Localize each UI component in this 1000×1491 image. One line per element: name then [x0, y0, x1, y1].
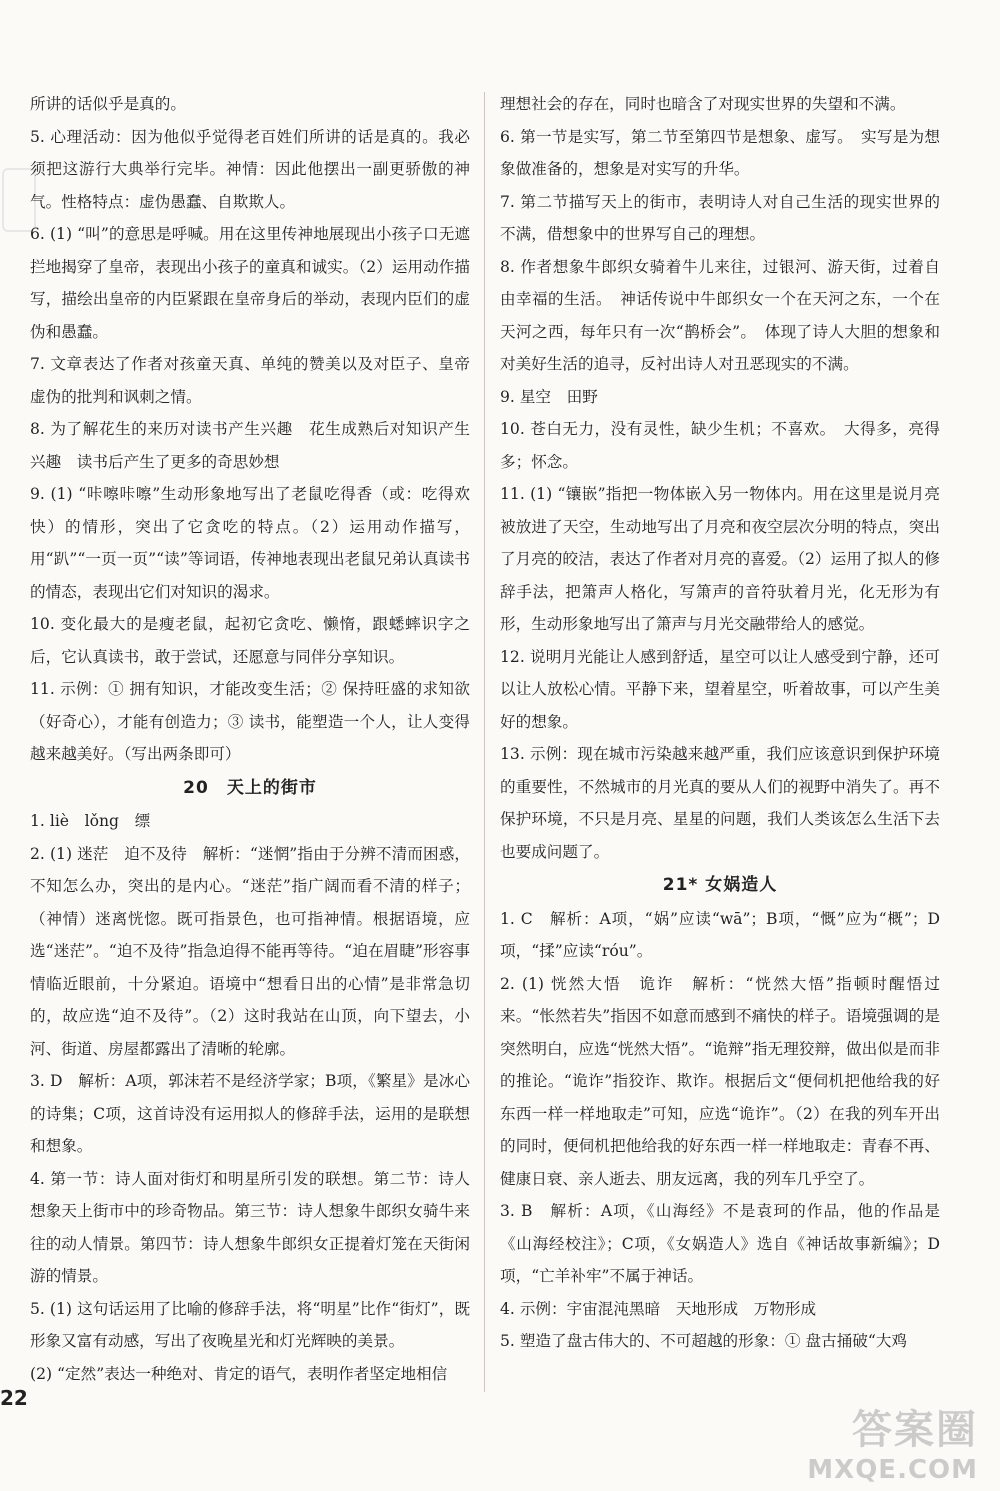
- page-number: 22: [0, 1386, 28, 1410]
- answer-paragraph: 11. 示例：① 拥有知识，才能改变生活；② 保持旺盛的求知欲（好奇心），才能有创造力；③ 读书，能塑造一个人，让人变得越来越美好。（写出两条即可）: [30, 680, 470, 763]
- answer-paragraph: 理想社会的存在，同时也暗含了对现实世界的失望和不满。: [500, 95, 906, 113]
- right-column: [500, 88, 940, 1358]
- answer-paragraph: 9. 星空 田野: [500, 387, 598, 406]
- watermark-logo: [807, 1398, 978, 1485]
- answer-paragraph: 5. (1) 这句话运用了比喻的修辞手法，将“明星”比作“街灯”，既形象又富有动感，写出了夜晚星光和灯光辉映的美景。: [30, 1299, 470, 1350]
- section-title: 21* 女娲造人: [662, 875, 778, 895]
- answer-paragraph: 9. (1) “咔嚓咔嚓”生动形象地写出了老鼠吃得香（或：吃得欢快）的情形，突出了它贪吃的特点。（2）运用动作描写，用“趴”“一页一页”“读”等词语，传神地表现出老鼠兄弟认真读书的情态，表现出它们对知识的渴求。: [30, 485, 470, 601]
- answer-paragraph: 12. 说明月光能让人感到舒适，星空可以让人感受到宁静，还可以让人放松心情。平静下来，望着星空，听着故事，可以产生美好的想象。: [500, 647, 940, 731]
- answer-paragraph: 7. 第二节描写天上的街市，表明诗人对自己生活的现实世界的不满，借想象中的世界写自己的理想。: [500, 192, 940, 243]
- watermark-line-2: MXQE.COM: [807, 1455, 978, 1485]
- answer-paragraph: 7. 文章表达了作者对孩童天真、单纯的赞美以及对臣子、皇帝虚伪的批判和讽刺之情。: [30, 355, 470, 406]
- answer-paragraph: 3. D 解析：A项，郭沫若不是经济学家；B项，《繁星》是冰心的诗集；C项，这首诗没有运用拟人的修辞手法，运用的是联想和想象。: [30, 1072, 470, 1155]
- answer-paragraph: 10. 苍白无力，没有灵性，缺少生机；不喜欢。 大得多，亮得多；怀念。: [500, 420, 940, 471]
- column-divider: [484, 92, 485, 1392]
- answer-paragraph: 3. B 解析：A项，《山海经》不是袁珂的作品，他的作品是《山海经校注》；C项，《女娲造人》选自《神话故事新编》；D项，“亡羊补牢”不属于神话。: [500, 1202, 940, 1285]
- watermark-line-1: 答案圈: [852, 1407, 978, 1453]
- answer-paragraph: 4. 示例：宇宙混沌黑暗 天地形成 万物形成: [500, 1299, 817, 1318]
- answer-paragraph: 5. 塑造了盘古伟大的、不可超越的形象：① 盘古捅破“大鸡: [500, 1332, 908, 1350]
- answer-paragraph: 所讲的话似乎是真的。: [30, 95, 186, 113]
- answer-paragraph: (2) “定然”表达一种绝对、肯定的语气，表明作者坚定地相信: [30, 1364, 448, 1383]
- answer-paragraph: 11. (1) “镶嵌”指把一物体嵌入另一物体内。用在这里是说月亮被放进了天空，生动地写出了月亮和夜空层次分明的特点，突出了月亮的皎洁，表达了作者对月亮的喜爱。（2）运用了拟人的修辞手法，把箫声人格化，写箫声的音符驮着月光，化无形为有形，生动形象地写出了箫声与月光交融带给人的感觉。: [500, 485, 940, 633]
- section-title: 20 天上的街市: [183, 777, 317, 798]
- answer-paragraph: 6. (1) “叫”的意思是呼喊。用在这里传神地展现出小孩子口无遮拦地揭穿了皇帝，表现出小孩子的童真和诚实。（2）运用动作描写，描绘出皇帝的内臣紧跟在皇帝身后的举动，表现内臣们的虚伪和愚蠢。: [30, 225, 470, 341]
- answer-paragraph: 10. 变化最大的是瘦老鼠，起初它贪吃、懒惰，跟蟋蟀识字之后，它认真读书，敢于尝试，还愿意与同伴分享知识。: [30, 615, 470, 666]
- answer-paragraph: 8. 为了解花生的来历对读书产生兴趣 花生成熟后对知识产生兴趣 读书后产生了更多的奇思妙想: [30, 420, 470, 471]
- answer-paragraph: 1. C 解析：A项，“娲”应读“wā”；B项，“慨”应为“概”；D项，“揉”应读“róu”。: [500, 909, 940, 960]
- answer-paragraph: 2. (1) 迷茫 迫不及待 解析：“迷惘”指由于分辨不清而困惑，不知怎么办，突出的是内心。“迷茫”指广阔而看不清的样子；（神情）迷离恍惚。既可指景色，也可指神情。根据语境，应选“迷茫”。“迫不及待”指急迫得不能再等待。“迫在眉睫”形容事情临近眼前，十分紧迫。语境中“想看日出的心情”是非常急切的，故应选“迫不及待”。（2）这时我站在山顶，向下望去，小河、街道、房屋都露出了清晰的轮廓。: [30, 844, 470, 1058]
- answer-paragraph: 4. 第一节：诗人面对街灯和明星所引发的联想。第二节：诗人想象天上街市中的珍奇物品。第三节：诗人想象牛郎织女骑牛来往的动人情景。第四节：诗人想象牛郎织女正提着灯笼在天街闲游的情景。: [30, 1169, 470, 1285]
- answer-paragraph: 5. 心理活动：因为他似乎觉得老百姓们所讲的话是真的。我必须把这游行大典举行完毕。神情：因此他摆出一副更骄傲的神气。性格特点：虚伪愚蠢、自欺欺人。: [30, 127, 470, 211]
- answer-paragraph: 1. liè lǒng 缥: [30, 812, 151, 830]
- answer-paragraph: 2. (1) 恍然大悟 诡诈 解析：“恍然大悟”指顿时醒悟过来。“怅然若失”指因不如意而感到不痛快的样子。语境强调的是突然明白，应选“恍然大悟”。“诡辩”指无理狡辩，做出似是而非的推论。“诡诈”指狡诈、欺诈。根据后文“便伺机把他给我的好东西一样一样地取走”可知，应选“诡诈”。（2）在我的列车开出的同时，便伺机把他给我的好东西一样一样地取走：青春不再、健康日衰、亲人逝去、朋友远离，我的列车几乎空了。: [500, 974, 940, 1188]
- answer-paragraph: 6. 第一节是实写，第二节至第四节是想象、虚写。 实写是为想象做准备的，想象是对实写的升华。: [500, 127, 940, 178]
- answer-paragraph: 8. 作者想象牛郎织女骑着牛儿来往，过银河、游天街，过着自由幸福的生活。 神话传说中牛郎织女一个在天河之东，一个在天河之西，每年只有一次“鹊桥会”。 体现了诗人大胆的想象和对美好生活的追寻，反衬出诗人对丑恶现实的不满。: [500, 257, 940, 373]
- left-column: [30, 88, 470, 1390]
- answer-paragraph: 13. 示例：现在城市污染越来越严重，我们应该意识到保护环境的重要性，不然城市的月光真的要从人们的视野中消失了。再不保护环境，不只是月亮、星星的问题，我们人类该怎么生活下去也要成问题了。: [500, 745, 940, 861]
